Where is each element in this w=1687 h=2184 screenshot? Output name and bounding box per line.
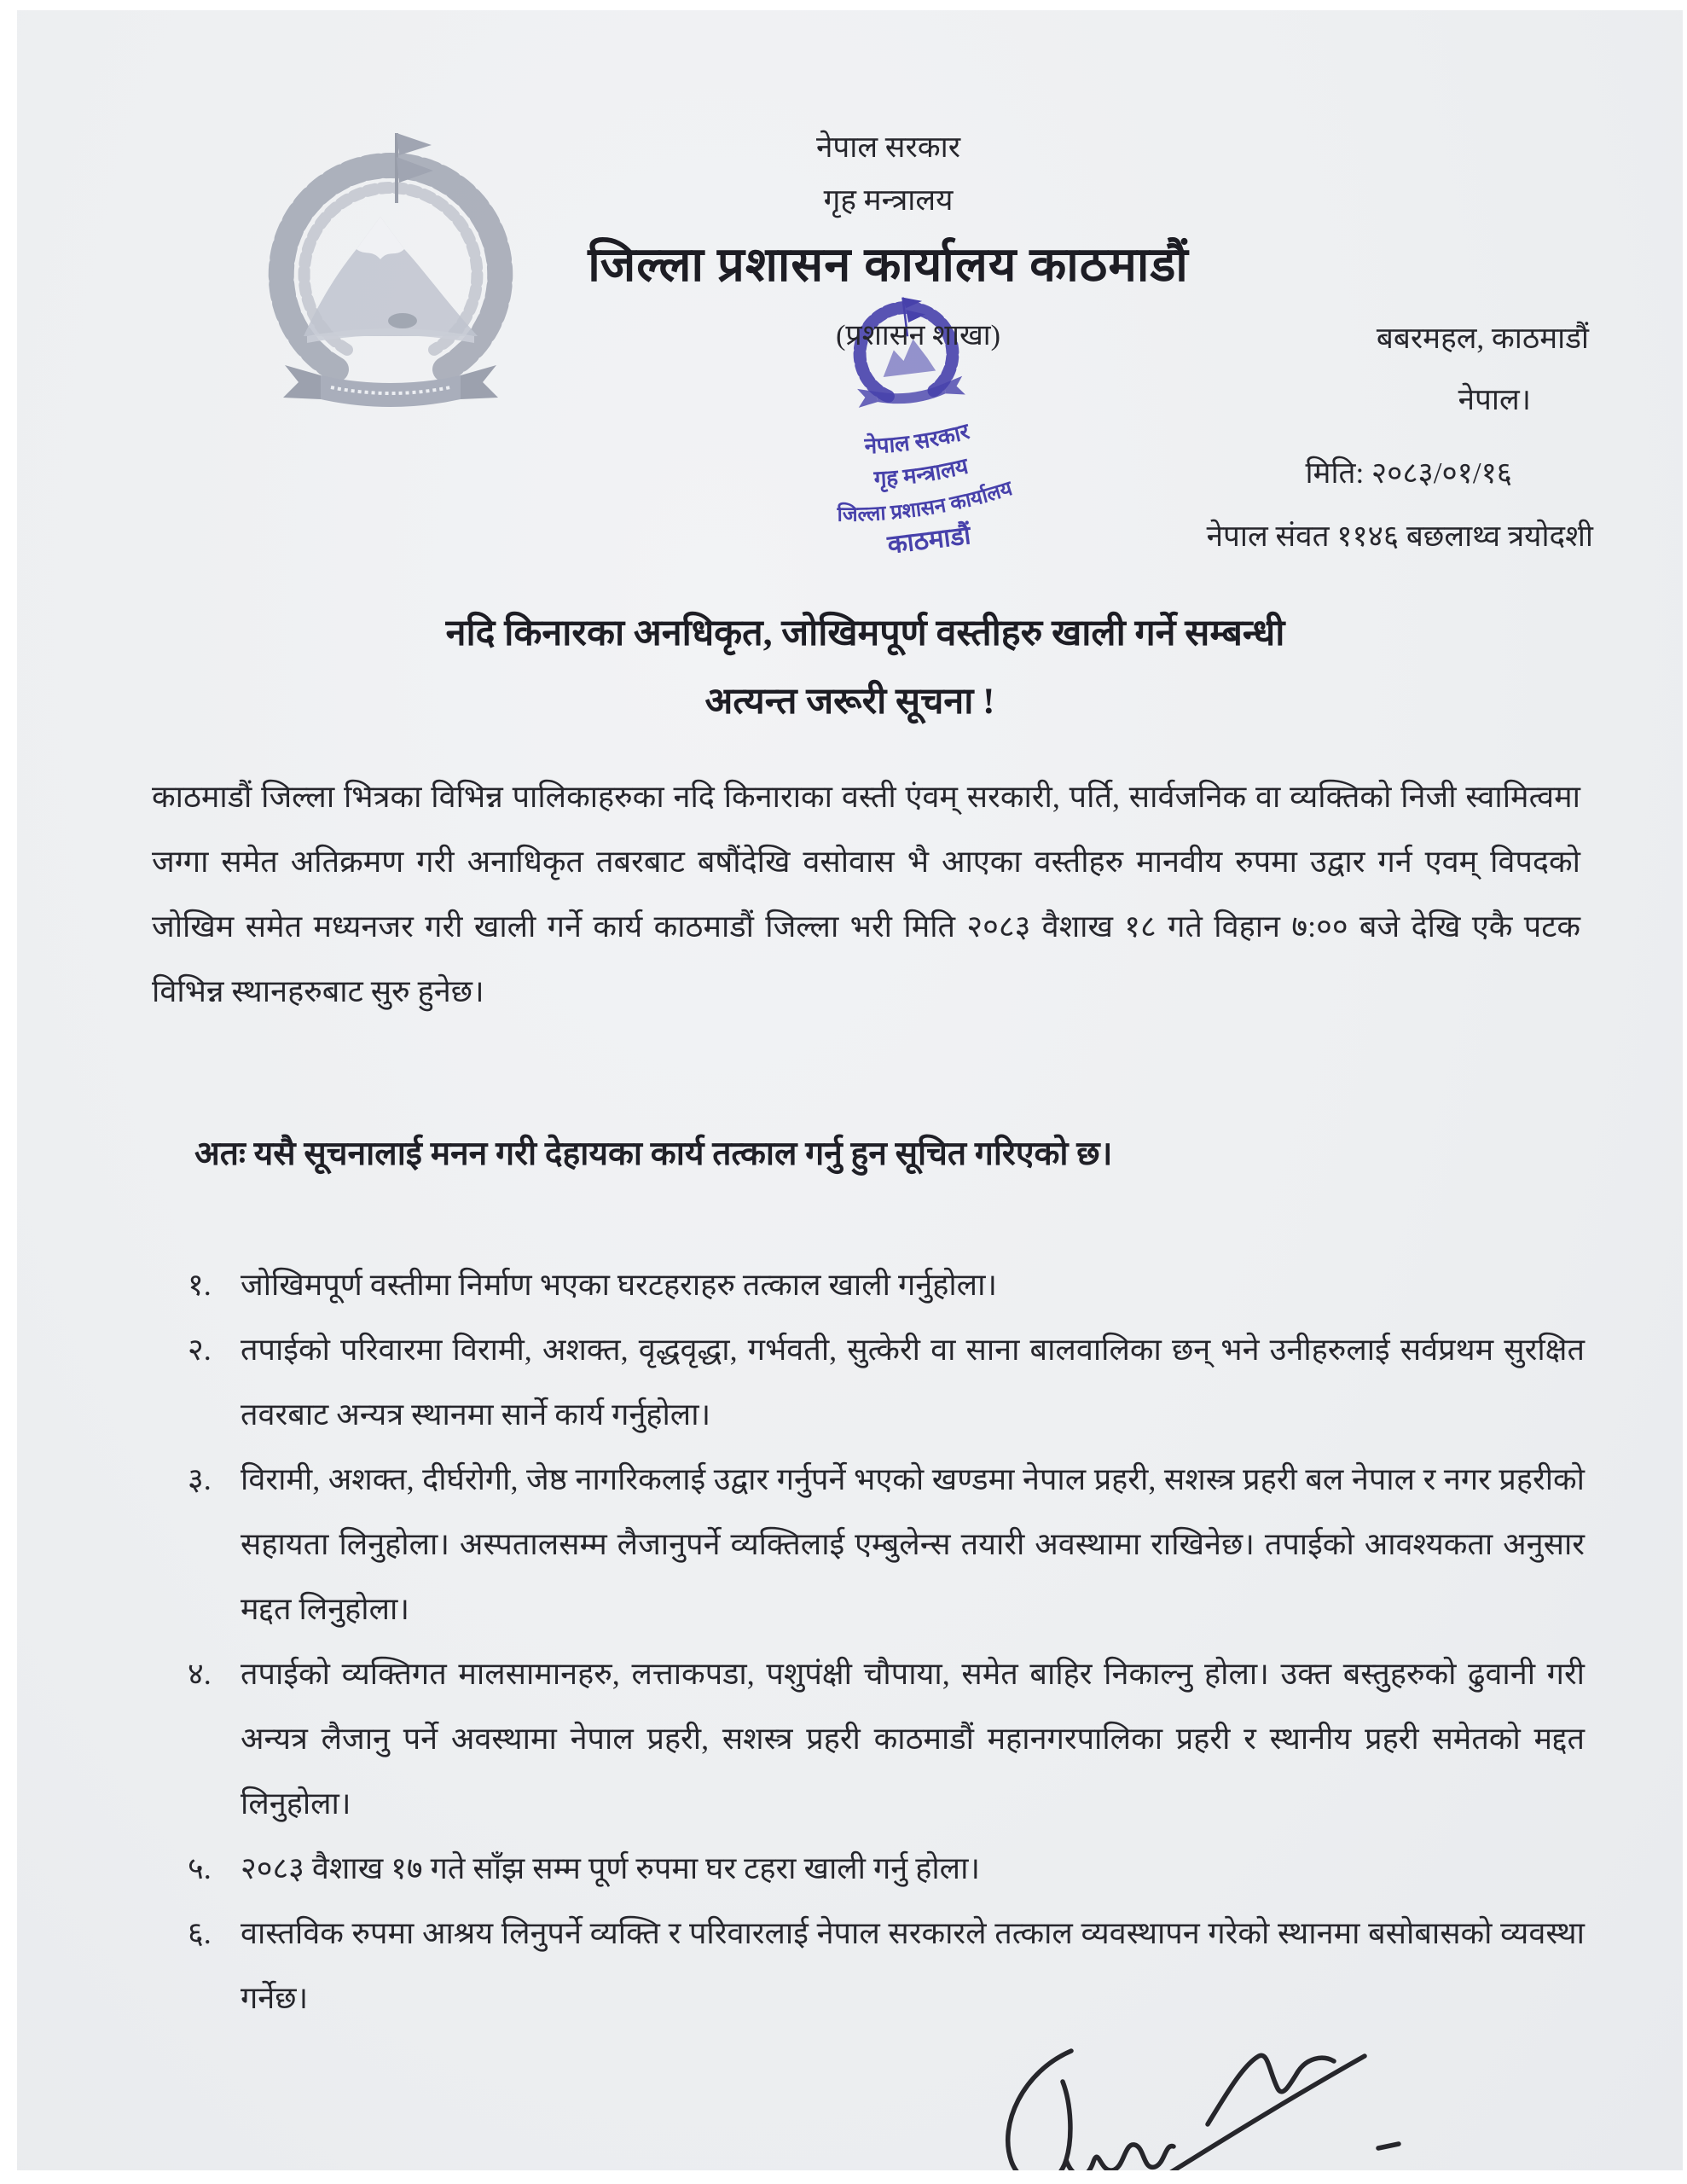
government-name: नेपाल सरकार [815, 131, 961, 164]
ministry-name: गृह मन्त्रालय [823, 183, 954, 217]
list-item-number: ५. [188, 1851, 212, 1885]
branch-name: (प्रशासन शाखा) [836, 320, 1000, 351]
notice-instruction-line: अतः यसै सूचनालाई मनन गरी देहायका कार्य तत्काल गर्नु हुन सूचित गरिएको छ। [194, 1136, 1113, 1172]
svg-text:नेपाल सरकार [861, 418, 973, 461]
directive-list [188, 1252, 1585, 2030]
list-item-number: ४. [188, 1657, 212, 1691]
list-item [188, 1317, 1585, 1447]
notice-title-line2: अत्यन्त जरूरी सूचना ! [704, 682, 995, 722]
list-item-text: जोखिमपूर्ण वस्तीमा निर्माण भएका घरटहराहरु तत्काल खाली गर्नुहोला। [241, 1268, 998, 1302]
list-item-number: २. [188, 1333, 212, 1367]
stamp-line-1: नेपाल सरकार [864, 418, 972, 459]
nepal-sambat-line: नेपाल संवत ११४६ बछलाथ्व त्रयोदशी [1206, 520, 1593, 553]
list-item-number: ३. [188, 1462, 212, 1496]
scan-edge [17, 2170, 1683, 2172]
list-item-text: तपाईको व्यक्तिगत मालसामानहरु, लत्ताकपडा, पशुपंक्षी चौपाया, समेत बाहिर निकाल्नु होला। उक्त बस्तुहरुको ढुवानी गरी अन्यत्र लैजानु पर्ने अवस्थामा नेपाल प्रहरी, सशस्त्र प्रहरी काठमाडौं महानगरपालिका प्रहरी र स्थानीय प्रहरी समेतको मद्दत लिनुहोला। [241, 1657, 1585, 1821]
office-name: जिल्ला प्रशासन कार्यालय काठमाडौं [588, 239, 1189, 292]
list-item [188, 1447, 1585, 1641]
list-item [188, 1641, 1585, 1836]
notice-body-paragraph: काठमाडौं जिल्ला भित्रका विभिन्न पालिकाहरुका नदि किनाराका वस्ती एंवम् सरकारी, पर्ति, सार्वजनिक वा व्यक्तिको निजी स्वामित्वमा जग्गा समेत अतिक्रमण गरी अनाधिकृत तबरबाट बषौंदेखि वसोवास भै आएका वस्तीहरु मानवीय रुपमा उद्वार गर्न एवम् विपदको जोखिम समेत मध्यनजर गरी खाली गर्ने कार्य काठमाडौं जिल्ला भरी मिति २०८३ वैशाख १८ गते विहान ७:०० बजे देखि एकै पटक विभिन्न स्थानहरुबाट सुरु हुनेछ। [152, 780, 1580, 1008]
list-item-text: विरामी, अशक्त, दीर्घरोगी, जेष्ठ नागरिकलाई उद्वार गर्नुपर्ने भएको खण्डमा नेपाल प्रहरी, सशस्त्र प्रहरी बल नेपाल र नगर प्रहरीको सहायता लिनुहोला। अस्पतालसम्म लैजानुपर्ने व्यक्तिलाई एम्बुलेन्स तयारी अवस्थामा राखिनेछ। तपाईको आवश्यकता अनुसार मद्दत लिनुहोला। [241, 1462, 1585, 1626]
list-item [188, 1836, 1585, 1901]
date-line: मिति: २०८३/०१/१६ [1305, 456, 1512, 490]
list-item-text: २०८३ वैशाख १७ गते साँझ सम्म पूर्ण रुपमा घर टहरा खाली गर्नु होला। [241, 1851, 981, 1885]
office-address-line2: नेपाल। [1458, 383, 1531, 416]
stamp-line-2: गृह मन्त्रालय [872, 453, 971, 492]
svg-text:गृह मन्त्रालय [871, 453, 972, 494]
list-item-text: वास्तविक रुपमा आश्रय लिनुपर्ने व्यक्ति र परिवारलाई नेपाल सरकारले तत्काल व्यवस्थापन गरेको स्थानमा बसोबासको व्यवस्था गर्नेछ। [241, 1916, 1585, 2015]
list-item [188, 1252, 1585, 1317]
list-item-number: ६. [188, 1916, 212, 1950]
nepal-coat-of-arms-icon [222, 121, 559, 415]
signature-icon [904, 2042, 1416, 2172]
office-address-line1: बबरमहल, काठमाडौं [1376, 322, 1589, 355]
list-item-number: १. [188, 1268, 212, 1302]
stamp-line-3: जिल्ला प्रशासन कार्यालय [837, 477, 1016, 526]
paper-sheet [17, 10, 1683, 2172]
stamp-line-4: काठमाडौं [885, 521, 972, 560]
notice-title-line1: नदि किनारका अनधिकृत, जोखिमपूर्ण वस्तीहरु खाली गर्ने सम्बन्धी [445, 613, 1285, 653]
list-item [188, 1901, 1585, 2030]
list-item-text: तपाईको परिवारमा विरामी, अशक्त, वृद्धवृद्धा, गर्भवती, सुत्केरी वा साना बालवालिका छन् भने उनीहरुलाई सर्वप्रथम सुरक्षित तवरबाट अन्यत्र स्थानमा सार्ने कार्य गर्नुहोला। [241, 1333, 1585, 1432]
